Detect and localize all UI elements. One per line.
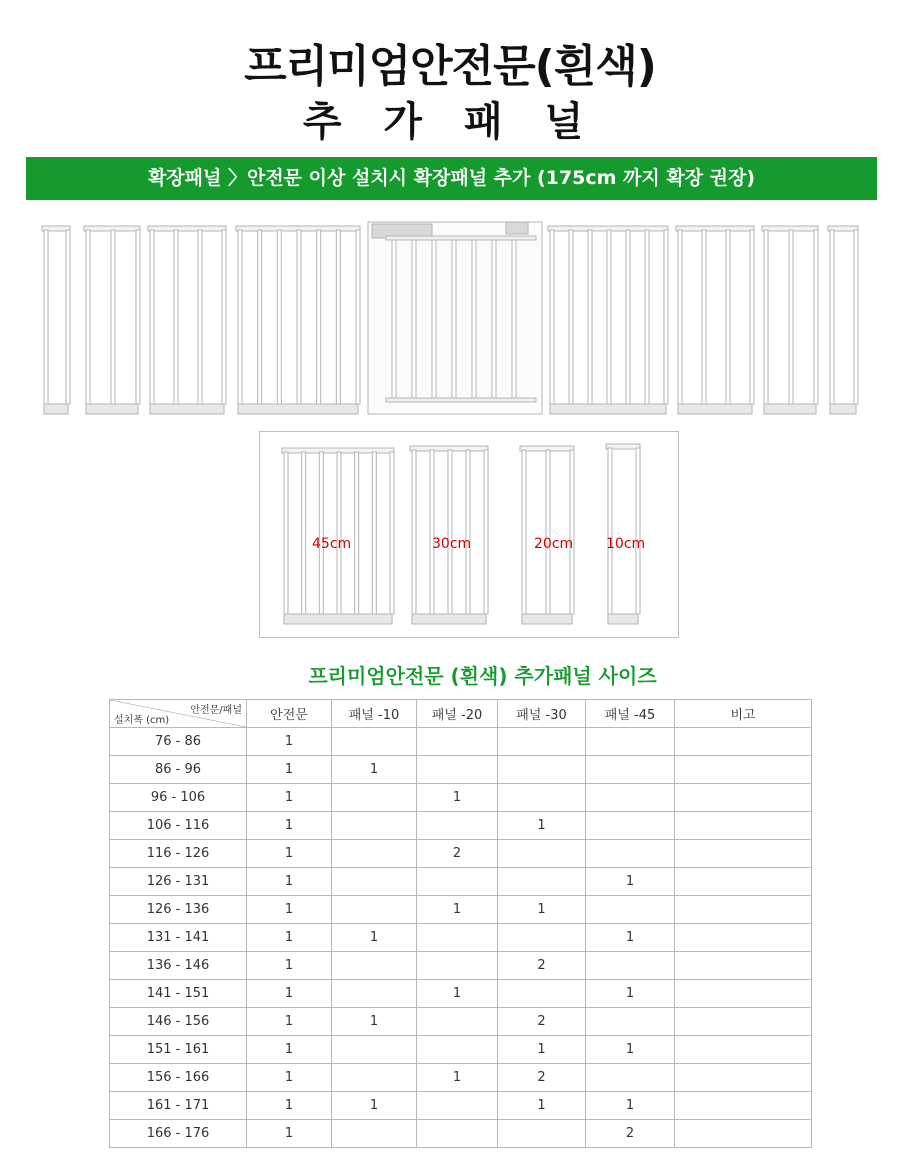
quantity-cell — [417, 1092, 498, 1120]
width-range-cell: 161 - 171 — [110, 1092, 247, 1120]
quantity-cell — [332, 980, 417, 1008]
quantity-cell — [332, 896, 417, 924]
width-range-cell: 86 - 96 — [110, 756, 247, 784]
quantity-cell — [498, 728, 586, 756]
table-corner-header — [110, 700, 247, 728]
quantity-cell: 1 — [586, 924, 675, 952]
quantity-cell: 1 — [247, 1120, 332, 1148]
quantity-cell — [586, 952, 675, 980]
quantity-cell — [498, 868, 586, 896]
quantity-cell — [675, 728, 812, 756]
quantity-cell — [675, 952, 812, 980]
width-range-cell: 76 - 86 — [110, 728, 247, 756]
width-range-cell: 146 - 156 — [110, 1008, 247, 1036]
width-range-cell: 141 - 151 — [110, 980, 247, 1008]
quantity-cell — [675, 896, 812, 924]
quantity-cell: 1 — [247, 896, 332, 924]
table-header-row — [110, 700, 812, 728]
quantity-cell — [332, 1064, 417, 1092]
quantity-cell — [332, 868, 417, 896]
quantity-cell — [332, 1036, 417, 1064]
quantity-cell — [586, 728, 675, 756]
quantity-cell — [332, 784, 417, 812]
column-header: 패널 -45 — [586, 700, 675, 728]
size-table — [109, 699, 812, 1148]
panel-size-label: 20cm — [534, 536, 574, 552]
table-row — [110, 728, 812, 756]
quantity-cell — [586, 756, 675, 784]
table-row — [110, 840, 812, 868]
column-header: 패널 -20 — [417, 700, 498, 728]
quantity-cell: 1 — [498, 1092, 586, 1120]
quantity-cell — [586, 812, 675, 840]
quantity-cell: 2 — [417, 840, 498, 868]
page-subtitle: 추 가 패 널 — [302, 99, 598, 145]
panel-size-label: 30cm — [432, 536, 472, 552]
quantity-cell: 1 — [417, 980, 498, 1008]
quantity-cell: 2 — [498, 1008, 586, 1036]
size-table-title: 프리미엄안전문 (흰색) 추가패널 사이즈 — [308, 664, 657, 688]
quantity-cell — [586, 840, 675, 868]
quantity-cell: 1 — [498, 812, 586, 840]
end-post — [42, 226, 70, 414]
quantity-cell: 1 — [247, 868, 332, 896]
quantity-cell: 1 — [247, 952, 332, 980]
quantity-cell: 1 — [498, 1036, 586, 1064]
quantity-cell — [675, 756, 812, 784]
panel-20cm — [520, 446, 574, 624]
quantity-cell: 1 — [247, 1008, 332, 1036]
table-row — [110, 980, 812, 1008]
column-header: 안전문 — [247, 700, 332, 728]
corner-label-bottom: 설치폭 (cm) — [114, 715, 170, 726]
end-post — [828, 226, 858, 414]
quantity-cell: 1 — [247, 840, 332, 868]
quantity-cell — [675, 840, 812, 868]
quantity-cell — [417, 812, 498, 840]
quantity-cell: 1 — [247, 980, 332, 1008]
quantity-cell — [498, 980, 586, 1008]
panel-size-box — [259, 431, 679, 638]
width-range-cell: 136 - 146 — [110, 952, 247, 980]
table-row — [110, 1064, 812, 1092]
panel-30cm — [410, 446, 488, 624]
quantity-cell — [675, 1064, 812, 1092]
quantity-cell — [332, 1120, 417, 1148]
table-row — [110, 756, 812, 784]
quantity-cell — [417, 1036, 498, 1064]
width-range-cell: 151 - 161 — [110, 1036, 247, 1064]
panel-size-label: 45cm — [312, 536, 352, 552]
extension-panel — [84, 226, 140, 414]
quantity-cell: 1 — [332, 924, 417, 952]
extension-panel — [762, 226, 818, 414]
quantity-cell: 2 — [498, 952, 586, 980]
quantity-cell: 1 — [247, 924, 332, 952]
quantity-cell: 1 — [586, 1036, 675, 1064]
quantity-cell: 2 — [586, 1120, 675, 1148]
quantity-cell — [417, 952, 498, 980]
width-range-cell: 166 - 176 — [110, 1120, 247, 1148]
table-row — [110, 868, 812, 896]
column-header: 비고 — [675, 700, 812, 728]
quantity-cell — [675, 924, 812, 952]
quantity-cell: 1 — [247, 784, 332, 812]
quantity-cell — [675, 868, 812, 896]
table-row — [110, 896, 812, 924]
corner-label-top: 안전문/패널 — [190, 705, 242, 716]
quantity-cell: 1 — [247, 812, 332, 840]
quantity-cell — [417, 1008, 498, 1036]
extension-panel — [676, 226, 754, 414]
quantity-cell: 1 — [586, 868, 675, 896]
quantity-cell — [498, 924, 586, 952]
quantity-cell — [332, 812, 417, 840]
table-row — [110, 784, 812, 812]
quantity-cell: 1 — [417, 1064, 498, 1092]
width-range-cell: 126 - 136 — [110, 896, 247, 924]
extension-banner: 확장패널 〉안전문 이상 설치시 확장패널 추가 (175cm 까지 확장 권장) — [26, 157, 877, 200]
table-row — [110, 1008, 812, 1036]
quantity-cell — [498, 756, 586, 784]
quantity-cell: 1 — [586, 1092, 675, 1120]
quantity-cell — [498, 784, 586, 812]
quantity-cell: 1 — [417, 896, 498, 924]
width-range-cell: 116 - 126 — [110, 840, 247, 868]
width-range-cell: 131 - 141 — [110, 924, 247, 952]
extension-panel — [548, 226, 668, 414]
quantity-cell: 1 — [332, 756, 417, 784]
quantity-cell — [417, 868, 498, 896]
width-range-cell: 126 - 131 — [110, 868, 247, 896]
table-row — [110, 1036, 812, 1064]
quantity-cell — [675, 1092, 812, 1120]
quantity-cell: 1 — [247, 756, 332, 784]
column-header: 패널 -10 — [332, 700, 417, 728]
quantity-cell: 1 — [332, 1092, 417, 1120]
table-row — [110, 924, 812, 952]
quantity-cell: 1 — [247, 728, 332, 756]
quantity-cell — [675, 980, 812, 1008]
quantity-cell: 1 — [332, 1008, 417, 1036]
quantity-cell — [498, 840, 586, 868]
table-row — [110, 952, 812, 980]
quantity-cell — [332, 840, 417, 868]
quantity-cell: 1 — [586, 980, 675, 1008]
column-header: 패널 -30 — [498, 700, 586, 728]
quantity-cell — [675, 812, 812, 840]
width-range-cell: 96 - 106 — [110, 784, 247, 812]
quantity-cell — [498, 1120, 586, 1148]
quantity-cell — [417, 756, 498, 784]
table-row — [110, 812, 812, 840]
quantity-cell: 1 — [417, 784, 498, 812]
quantity-cell — [675, 1120, 812, 1148]
extension-panel — [236, 226, 360, 414]
quantity-cell — [675, 1008, 812, 1036]
width-range-cell: 156 - 166 — [110, 1064, 247, 1092]
table-row — [110, 1120, 812, 1148]
quantity-cell — [586, 896, 675, 924]
quantity-cell: 2 — [498, 1064, 586, 1092]
quantity-cell: 1 — [498, 896, 586, 924]
quantity-cell — [417, 728, 498, 756]
quantity-cell — [332, 952, 417, 980]
quantity-cell — [417, 924, 498, 952]
quantity-cell — [675, 1036, 812, 1064]
width-range-cell: 106 - 116 — [110, 812, 247, 840]
main-gate — [368, 222, 542, 414]
assembled-gate-illustration — [40, 218, 860, 418]
quantity-cell — [586, 1008, 675, 1036]
quantity-cell — [675, 784, 812, 812]
quantity-cell — [586, 784, 675, 812]
extension-panel — [148, 226, 226, 414]
quantity-cell: 1 — [247, 1064, 332, 1092]
panel-size-illustration — [260, 432, 678, 637]
quantity-cell: 1 — [247, 1092, 332, 1120]
panel-size-label: 10cm — [606, 536, 646, 552]
quantity-cell — [586, 1064, 675, 1092]
quantity-cell — [417, 1120, 498, 1148]
panel-10cm — [606, 444, 640, 624]
quantity-cell: 1 — [247, 1036, 332, 1064]
quantity-cell — [332, 728, 417, 756]
table-row — [110, 1092, 812, 1120]
page-title: 프리미엄안전문(흰색) — [244, 41, 656, 92]
